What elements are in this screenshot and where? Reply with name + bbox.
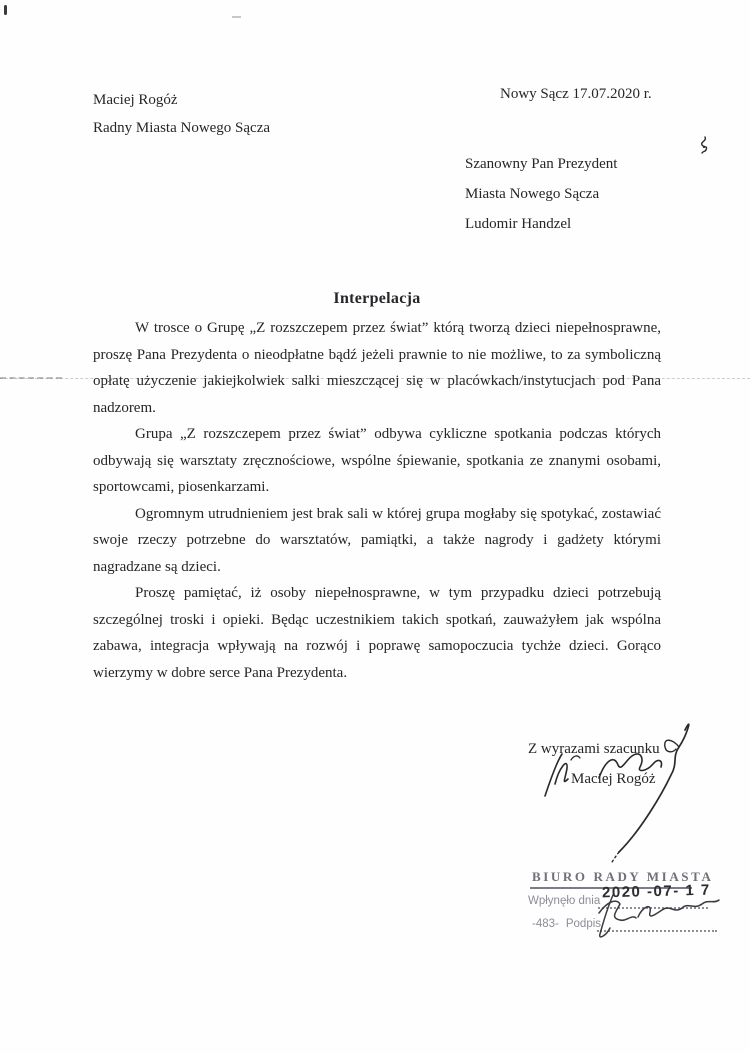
office-receipt-stamp <box>525 865 735 945</box>
stamp-office-name: BIURO RADY MIASTA <box>532 869 714 884</box>
letter-body <box>93 315 661 686</box>
stamp-received-label: Wpłynęło dnia <box>528 895 601 907</box>
paragraph-2: Grupa „Z rozszczepem przez świat” odbywa cykliczne spotkania podczas których odbywają się warsztaty zręcznościowe, wspólne śpiewanie, spotkania ze znanymi osobami, sportowcami, piosenkarzami. <box>93 426 661 495</box>
paragraph-3: Ogromnym utrudnieniem jest brak sali w której grupa mogłaby się spotykać, zostawiać swoje rzeczy potrzebne do warsztatów, pamiątki, a także nagrody i gadżety którymi nagradzane są dzieci. <box>93 505 661 575</box>
recipient-line-2: Miasta Nowego Sącza <box>465 186 600 202</box>
place-and-date: Nowy Sącz 17.07.2020 r. <box>500 86 652 102</box>
sender-block <box>93 86 270 142</box>
stamp-dotted-line-date <box>598 907 708 909</box>
recipient-block <box>465 149 617 239</box>
scan-artifact-mark <box>4 5 7 15</box>
sender-name: Maciej Rogóż <box>93 92 178 108</box>
paragraph-4: Proszę pamiętać, iż osoby niepełnosprawne, w tym przypadku dzieci potrzebują szczególnej troski i opieki. Będąc uczestnikiem takich spotkań, zauważyłem jak wspólna zabawa, integracja wpływają na rozwój i poprawę samopoczucia tychże dzieci. Gorąco wierzymy w dobre serce Pana Prezydenta. <box>93 585 661 681</box>
sender-role: Radny Miasta Nowego Sącza <box>93 120 271 136</box>
paragraph-1: W trosce o Grupę „Z rozszczepem przez świat” którą tworzą dzieci niepełnosprawne, proszę Pana Prezydenta o nieodpłatne bądź jeżeli prawnie to nie możliwe, to za symboliczną opłatę użyczenie jakiejkolwiek salki mieszczącej się w placówkach/instytucjach pod Pana nadzorem. <box>93 320 661 416</box>
stamp-received-date: 2020 -07- 1 7 <box>601 881 711 902</box>
paper-fold-line-edge <box>0 377 62 379</box>
recipient-line-1: Szanowny Pan Prezydent <box>465 156 618 172</box>
stamp-dotted-line-signature <box>597 930 717 932</box>
stamp-signature-label: Podpis <box>565 918 602 930</box>
closing-salutation: Z wyrazami szacunku <box>528 741 660 757</box>
stamp-number: -483- <box>532 918 559 930</box>
signer-typed-name: Maciej Rogóż <box>571 771 656 787</box>
recipient-line-3: Ludomir Handzel <box>465 216 572 232</box>
scan-artifact-dash <box>232 16 241 18</box>
letter-title: Interpelacja <box>333 290 421 307</box>
ink-squiggle-artifact <box>696 135 712 155</box>
stamp-signature-row <box>532 918 601 930</box>
